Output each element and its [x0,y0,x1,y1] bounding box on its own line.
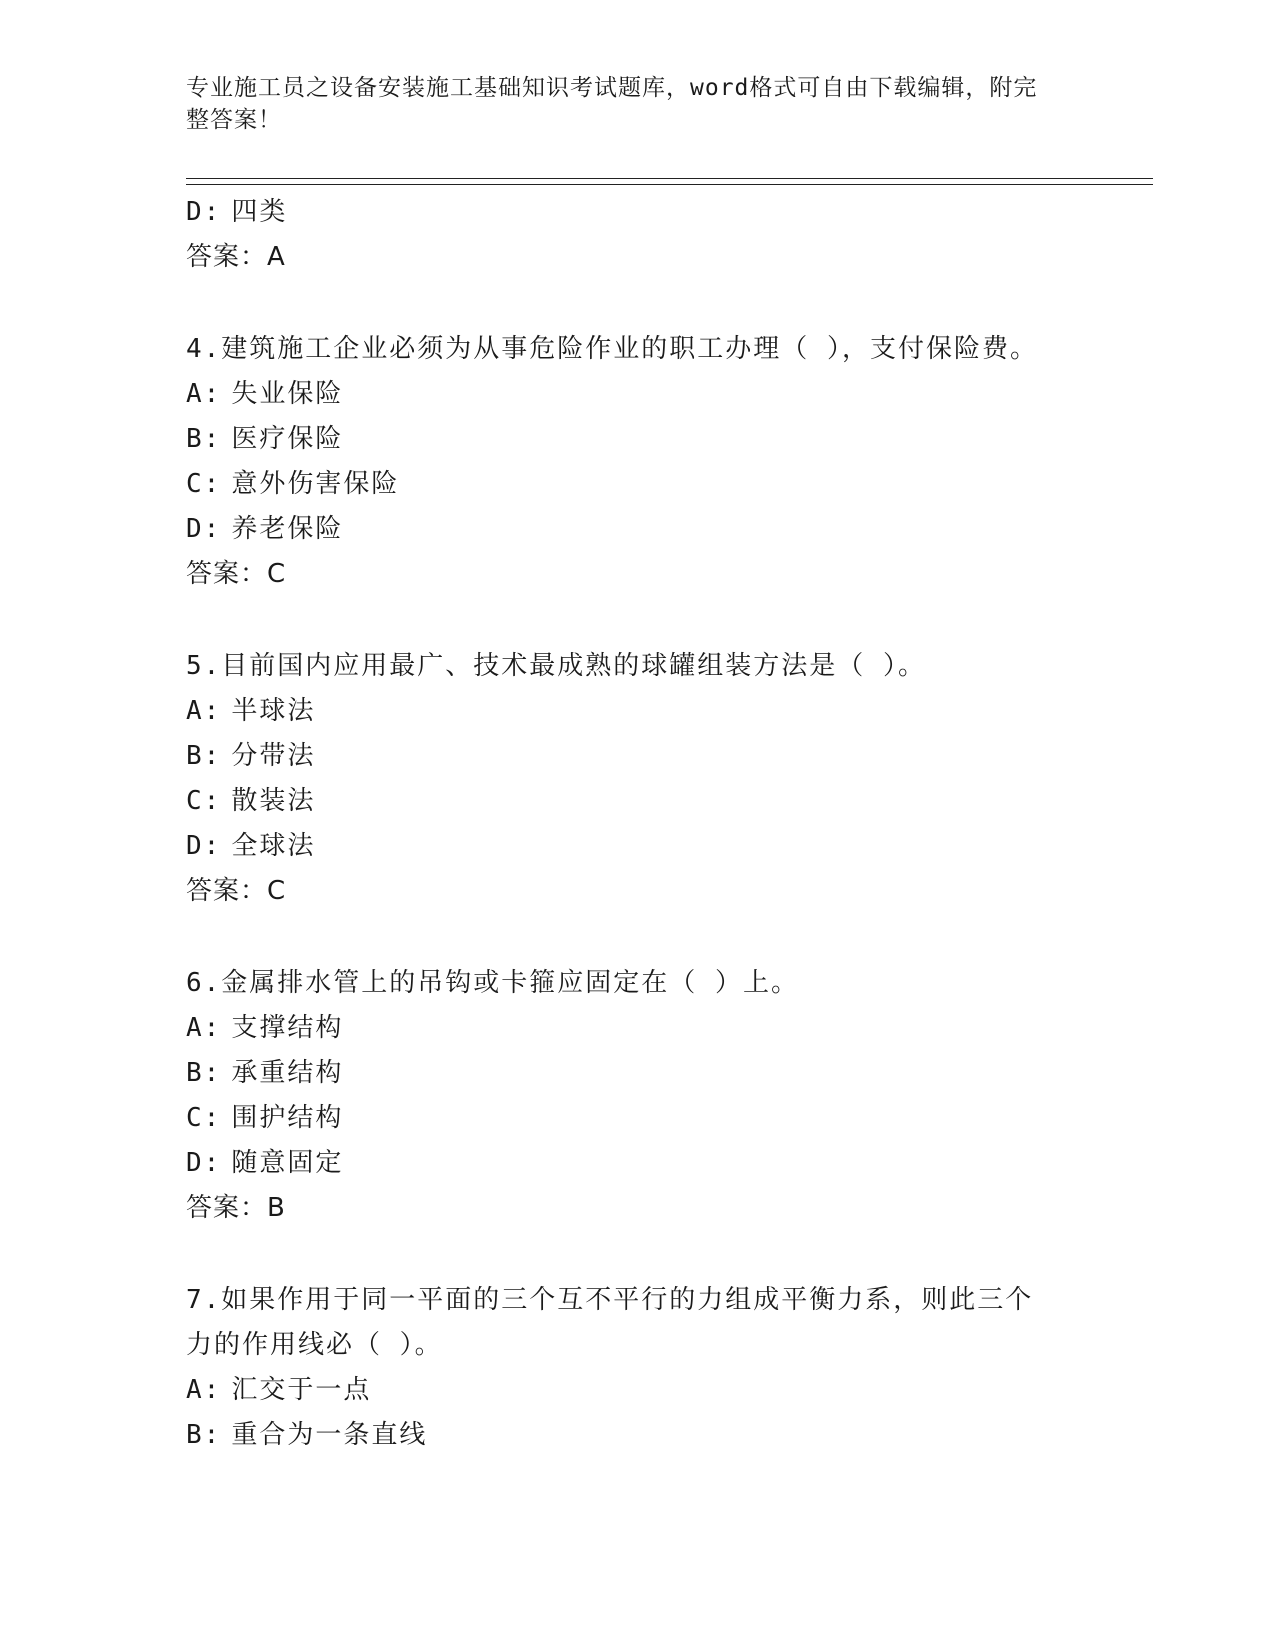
q4-option-c [186,462,1086,507]
question-list [186,190,1086,1458]
q4-stem: 4.建筑施工企业必须为从事危险作业的职工办理（ ），支付保险费。 [186,334,1038,364]
option-label: B: [186,741,222,771]
option-label: B: [186,1420,222,1450]
header-title-line-2: 整答案！ [186,107,282,133]
option-text: 半球法 [231,696,316,726]
option-label: D: [186,831,222,861]
q6-stem: 6.金属排水管上的吊钩或卡箍应固定在（ ）上。 [186,968,799,998]
q4-option-d [186,507,1086,552]
q6-option-b [186,1051,1086,1096]
q5-option-c [186,779,1086,824]
q4-option-a [186,372,1086,417]
option-text: 散装法 [231,786,316,816]
q5-stem: 5.目前国内应用最广、技术最成熟的球罐组装方法是（ ）。 [186,651,926,681]
option-label: B: [186,424,222,454]
option-label: A: [186,1375,222,1405]
option-text: 围护结构 [231,1103,344,1133]
q6-option-d [186,1141,1086,1186]
option-text: 承重结构 [231,1058,344,1088]
q7-option-b [186,1413,1086,1458]
q3-option-d [186,190,1086,235]
q7-option-a [186,1368,1086,1413]
header-divider-top [186,178,1153,179]
option-label: D: [186,197,222,227]
option-label: D: [186,514,222,544]
option-text: 养老保险 [231,514,344,544]
option-label: C: [186,786,222,816]
option-label: B: [186,1058,222,1088]
q6-answer: 答案：B [186,1193,286,1223]
option-text: 汇交于一点 [231,1375,372,1405]
q3-answer: 答案：A [186,242,286,272]
q5-option-d [186,824,1086,869]
option-label: A: [186,1013,222,1043]
option-text: 四类 [231,197,288,227]
option-label: C: [186,1103,222,1133]
option-text: 分带法 [231,741,316,771]
header-title-line-1: 专业施工员之设备安装施工基础知识考试题库，word格式可自由下载编辑，附完 [186,75,1038,101]
option-text: 随意固定 [231,1148,344,1178]
option-label: A: [186,379,222,409]
option-text: 重合为一条直线 [231,1420,428,1450]
option-text: 支撑结构 [231,1013,344,1043]
option-label: D: [186,1148,222,1178]
q6-option-c [186,1096,1086,1141]
q4-option-b [186,417,1086,462]
q4-answer: 答案：C [186,559,287,589]
option-text: 全球法 [231,831,316,861]
q7-stem-line-2: 力的作用线必（ ）。 [186,1330,443,1360]
document-header [186,72,1076,136]
option-text: 医疗保险 [231,424,344,454]
option-label: A: [186,696,222,726]
option-label: C: [186,469,222,499]
option-text: 意外伤害保险 [231,469,400,499]
q5-answer: 答案：C [186,876,287,906]
q5-option-a [186,689,1086,734]
q6-option-a [186,1006,1086,1051]
option-text: 失业保险 [231,379,344,409]
q7-stem-line-1: 7.如果作用于同一平面的三个互不平行的力组成平衡力系，则此三个 [186,1285,1034,1315]
header-divider-bottom [186,184,1153,185]
q5-option-b [186,734,1086,779]
